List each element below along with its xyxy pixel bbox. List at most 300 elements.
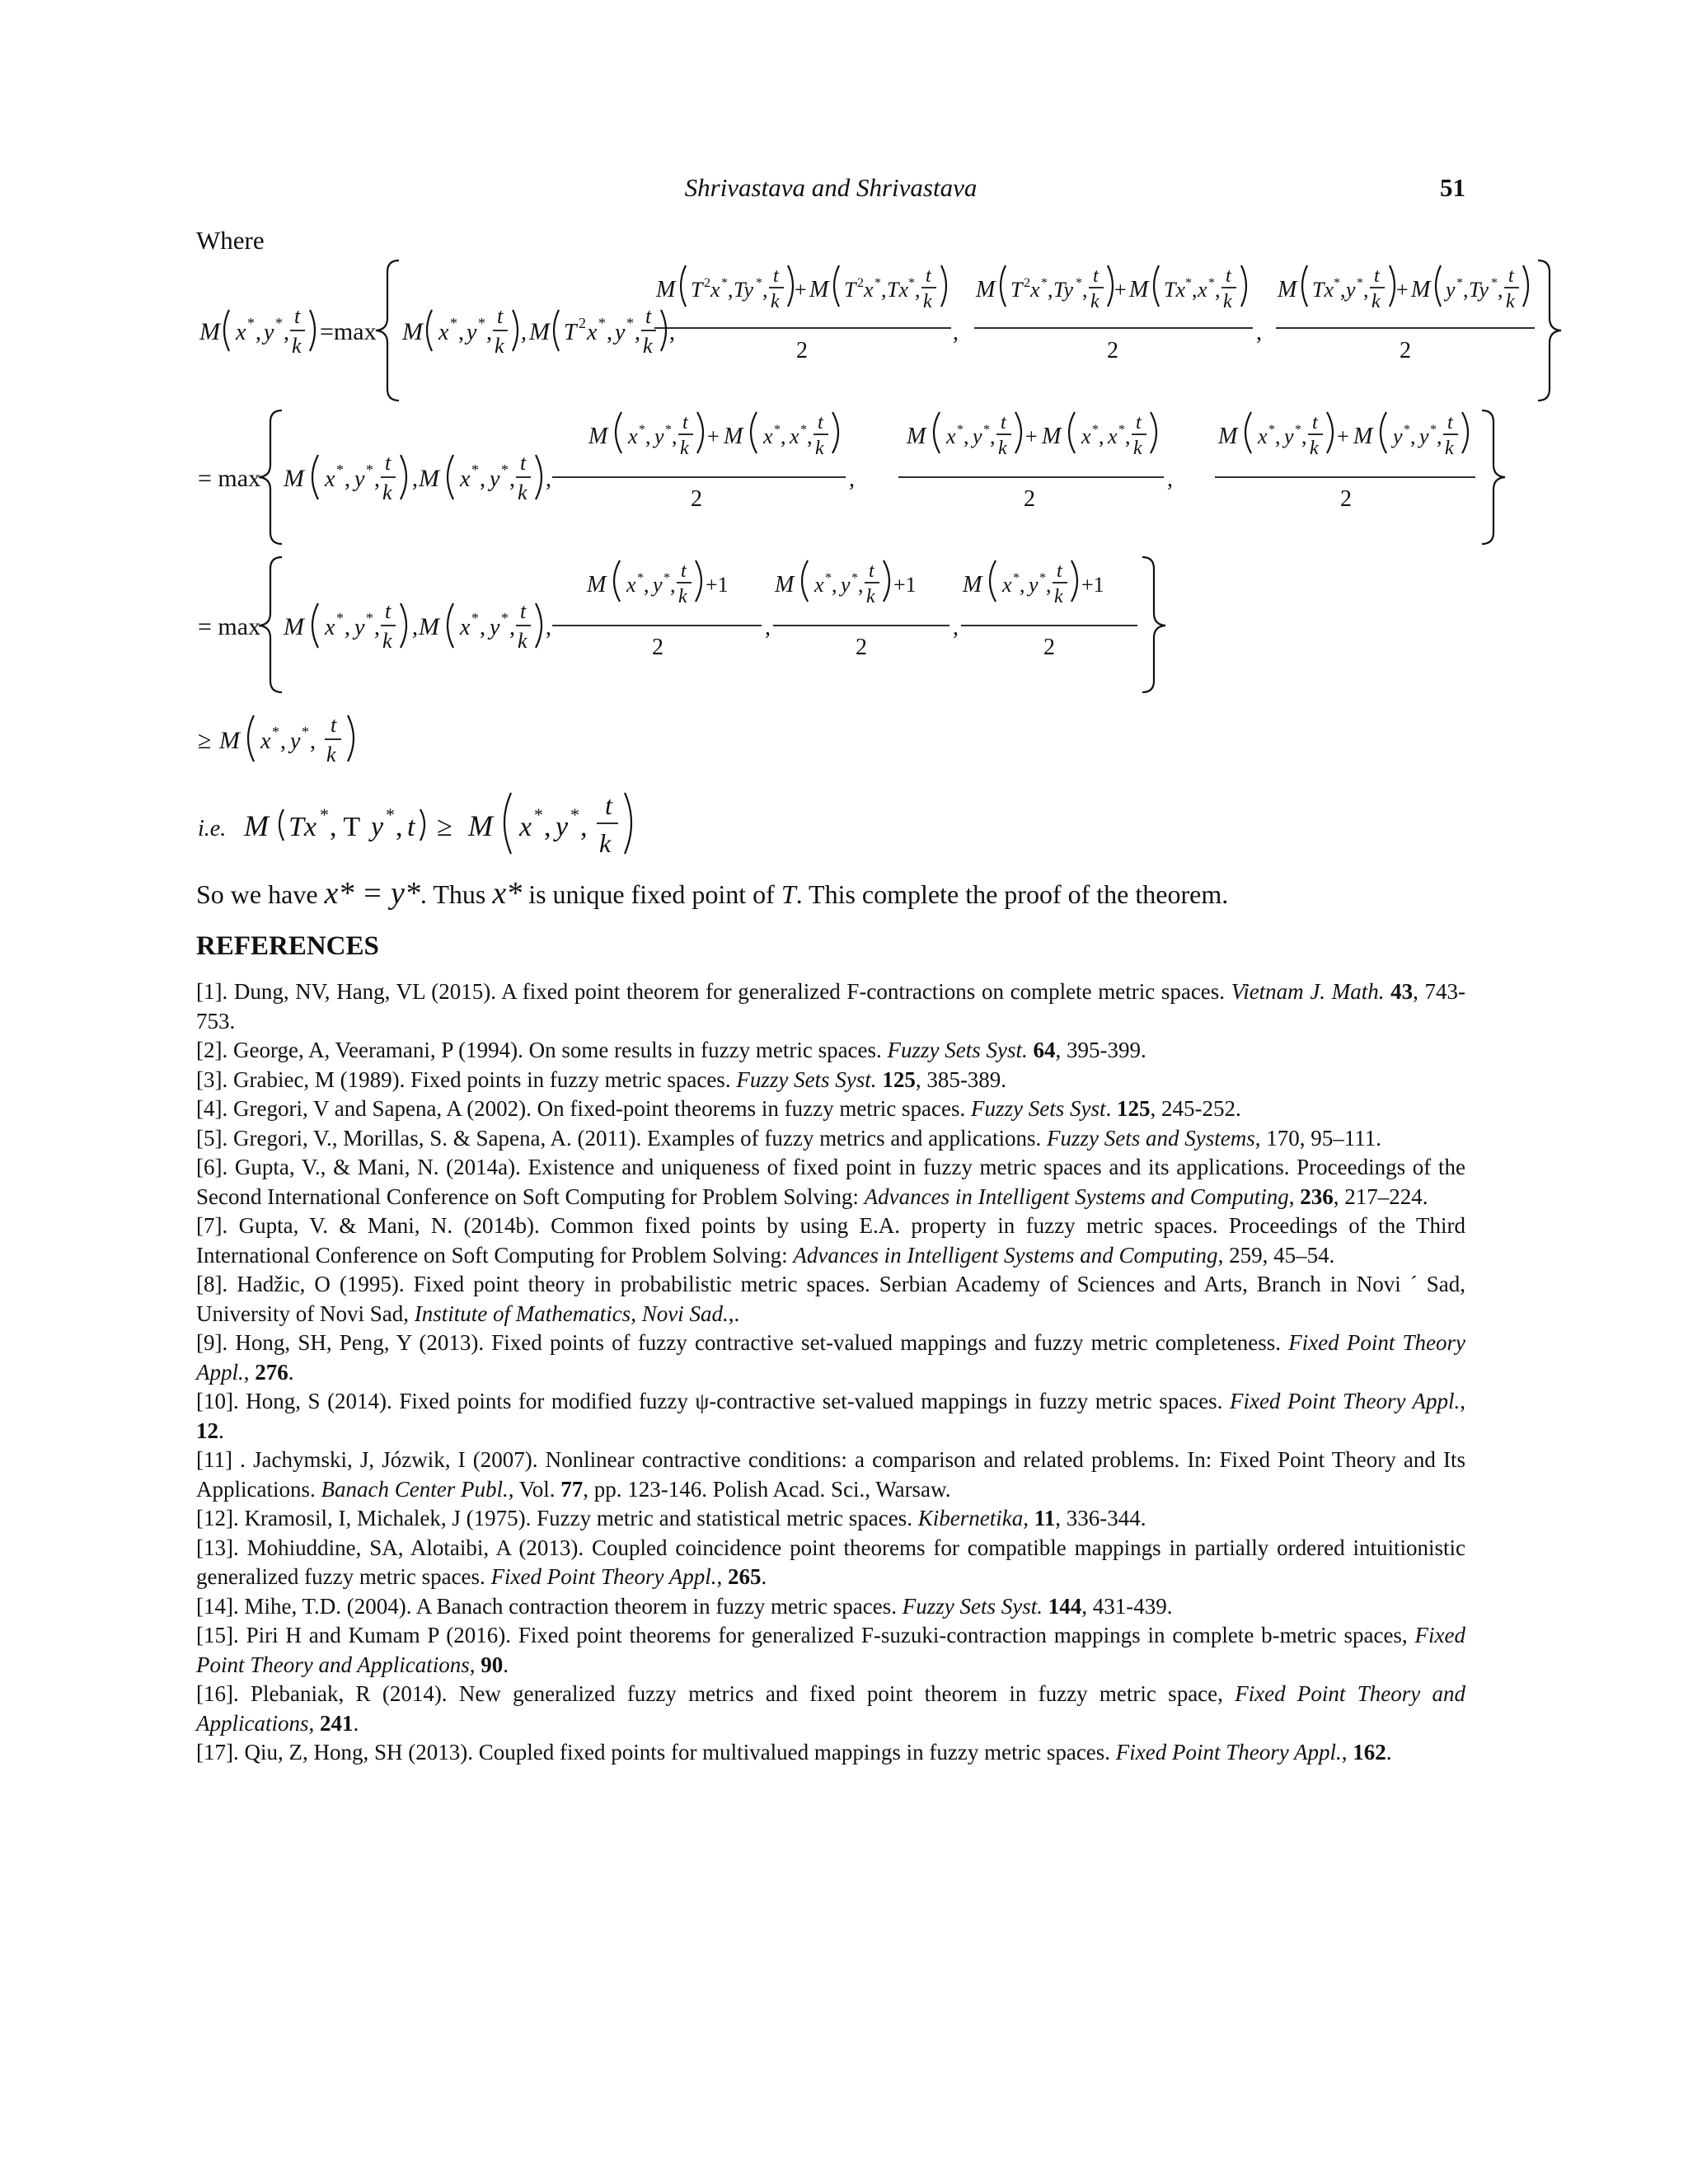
ref-source: Fuzzy Sets Syst (971, 1096, 1106, 1121)
svg-text:y: y (1393, 424, 1403, 448)
svg-text:k: k (1506, 291, 1515, 312)
svg-text:2: 2 (796, 338, 808, 363)
svg-text:Ty: Ty (734, 278, 754, 302)
ref-text: [10]. Hong, S (2014). Fixed points for modified fuzzy ψ-contractive set-valued mappings in fuzzy metric spaces. (196, 1389, 1230, 1413)
equation-line-3 (196, 554, 1573, 696)
ref-text: , (1341, 1740, 1353, 1765)
svg-text:,: , (509, 466, 515, 492)
svg-text:Ty: Ty (1469, 278, 1489, 302)
ref-text: , 395-399. (1055, 1038, 1146, 1062)
svg-text:2: 2 (856, 635, 867, 660)
svg-text:t: t (1312, 412, 1318, 434)
svg-text:t: t (331, 713, 337, 737)
svg-text:M: M (419, 613, 439, 640)
svg-text:t: t (1093, 265, 1099, 287)
ref-volume: 125 (882, 1066, 916, 1092)
svg-text:≥: ≥ (437, 812, 452, 842)
ref-text: . (1105, 1096, 1117, 1121)
svg-text:t: t (869, 560, 874, 582)
svg-text:x: x (763, 424, 773, 448)
svg-text:*: * (1357, 276, 1363, 290)
ref-volume: 11 (1034, 1506, 1056, 1530)
svg-text:,: , (509, 615, 515, 640)
svg-text:k: k (1372, 291, 1381, 312)
reference-item (196, 1534, 1465, 1592)
svg-text:,: , (280, 729, 286, 754)
equation-line-2 (196, 407, 1573, 547)
svg-text:,: , (580, 812, 588, 842)
ref-volume: 77 (560, 1476, 584, 1502)
svg-text:y: y (841, 573, 851, 597)
conclusion-text-1: So we have (196, 879, 318, 909)
svg-text:,: , (1437, 424, 1442, 448)
svg-text:t: t (1447, 412, 1453, 434)
svg-text:x: x (325, 466, 335, 492)
svg-text:Tx: Tx (288, 812, 316, 842)
svg-text:*: * (1430, 423, 1437, 437)
ref-text: [9]. Hong, SH, Peng, Y (2013). Fixed points of fuzzy contractive set-valued mappings and fuzzy metric completeness. (196, 1330, 1289, 1355)
ref-text: , (1288, 1183, 1301, 1209)
svg-text:,: , (480, 466, 485, 492)
svg-text:t: t (497, 304, 504, 328)
svg-text:*: * (1295, 423, 1301, 437)
svg-text:,: , (645, 424, 651, 448)
svg-text:*: * (1185, 276, 1192, 290)
svg-text:T: T (844, 278, 856, 302)
svg-text:x: x (1258, 424, 1268, 448)
ref-source: Fixed Point Theory and Applications, (196, 1681, 1465, 1736)
svg-text:*: * (501, 610, 509, 626)
ref-text: ,. (728, 1301, 740, 1326)
ref-volume: 144 (1048, 1593, 1082, 1619)
svg-text:T: T (691, 278, 703, 302)
ref-text: , 245-252. (1150, 1096, 1241, 1121)
svg-text:,: , (486, 320, 492, 345)
ref-volume: 90 (481, 1652, 504, 1677)
svg-text:*: * (478, 315, 485, 331)
ref-source: Advances in Intelligent Systems and Computing (864, 1183, 1289, 1209)
svg-text:*: * (957, 423, 964, 437)
svg-text:*: * (721, 276, 728, 290)
ref-source: Fixed Point Theory and Applications, (196, 1623, 1465, 1677)
references-heading: REFERENCES (196, 931, 379, 961)
where-label: Where (196, 226, 265, 255)
svg-text:*: * (665, 423, 672, 437)
svg-text:t: t (1374, 265, 1380, 287)
ref-text: [16]. Plebaniak, R (2014). New generalized fuzzy metrics and fixed point theorem in fuzzy metric space, (196, 1681, 1236, 1706)
svg-text:M: M (419, 465, 439, 492)
svg-text:x: x (628, 424, 638, 448)
svg-text:k: k (998, 438, 1007, 459)
ref-text: , 170, 95–111. (1254, 1125, 1382, 1151)
conclusion-math-2: x* (492, 876, 523, 911)
svg-text:,: , (310, 729, 316, 754)
svg-text:,: , (345, 466, 350, 492)
svg-text:*: * (534, 804, 543, 825)
equation-line-4 (196, 705, 1573, 780)
page-number: 51 (1440, 173, 1465, 202)
ref-volume: 236 (1300, 1183, 1334, 1209)
ref-text: [17]. Qiu, Z, Hong, SH (2013). Coupled fixed points for multivalued mappings in fuzzy metric spaces. (196, 1740, 1116, 1765)
svg-text:M: M (402, 318, 423, 345)
svg-text:, T: , T (330, 812, 361, 842)
svg-text:,: , (1167, 466, 1173, 492)
svg-text:x: x (710, 278, 720, 302)
svg-text:x: x (946, 424, 956, 448)
svg-text:M: M (1042, 424, 1062, 449)
ref-text (1029, 1506, 1034, 1530)
svg-text:,: , (807, 424, 813, 448)
svg-text:t: t (818, 412, 823, 434)
svg-text:t: t (1136, 412, 1142, 434)
svg-text:k: k (866, 586, 875, 607)
svg-text:M: M (1218, 424, 1238, 449)
svg-text:2: 2 (652, 635, 663, 660)
ref-source: Fixed Point Theory Appl., (490, 1564, 723, 1589)
ref-text: , 431-439. (1081, 1593, 1173, 1619)
svg-text:y: y (1029, 573, 1039, 597)
ref-source: Fuzzy Sets Syst. (887, 1038, 1028, 1062)
svg-text:*: * (501, 462, 509, 478)
svg-text:,: , (458, 320, 464, 345)
svg-text:k: k (382, 480, 392, 504)
ref-source: Institute of Mathematics, Novi Sad. (414, 1301, 729, 1326)
svg-text:M: M (219, 727, 240, 754)
ref-volume: 276 (255, 1359, 288, 1385)
ref-volume: 162 (1353, 1740, 1386, 1765)
svg-text:t: t (1508, 265, 1514, 287)
svg-text:y: y (1446, 278, 1456, 302)
svg-text:+: + (1337, 424, 1349, 448)
ref-text: [12]. Kramosil, I, Michalek, J (1975). Fuzzy metric and statistical metric spaces. (196, 1506, 918, 1530)
svg-text:y: y (1419, 424, 1429, 448)
ref-text: , 217–224. (1333, 1183, 1428, 1209)
svg-text:,: , (1046, 573, 1052, 597)
svg-text:*: * (1268, 423, 1275, 437)
ref-source: Fixed Point Theory Appl. (1115, 1740, 1342, 1765)
svg-text:y: y (1346, 278, 1356, 302)
svg-text:x: x (1081, 424, 1091, 448)
svg-text:k: k (599, 828, 612, 858)
ref-text: . (1386, 1740, 1392, 1765)
svg-text:,: , (1020, 573, 1025, 597)
svg-text:+: + (1114, 278, 1127, 302)
svg-text:*: * (275, 315, 283, 331)
ref-text: [15]. Piri H and Kumam P (2016). Fixed point theorems for generalized F-suzuki-contraction mappings in complete b-metric spaces, (196, 1623, 1415, 1647)
ref-text (314, 1711, 320, 1736)
reference-item (196, 1387, 1465, 1446)
reference-item (196, 1738, 1465, 1768)
svg-text:*: * (1013, 571, 1020, 585)
reference-item (196, 1124, 1465, 1154)
ref-text: . (353, 1710, 359, 1736)
svg-text:*: * (1039, 571, 1046, 585)
svg-text:,: , (728, 278, 734, 302)
svg-text:,: , (546, 615, 551, 640)
ref-text: [4]. Gregori, V and Sapena, A (2002). On fixed-point theorems in fuzzy metric spaces. (196, 1096, 972, 1121)
svg-text:,: , (521, 320, 527, 345)
svg-text:*: * (756, 276, 762, 290)
svg-text:,: , (915, 278, 921, 302)
svg-text:M: M (284, 465, 304, 492)
svg-text:k: k (326, 743, 336, 766)
svg-text:*: * (1118, 423, 1125, 437)
svg-text:M: M (588, 424, 608, 449)
svg-text:x: x (814, 573, 824, 597)
svg-text:*: * (1076, 276, 1082, 290)
svg-text:M: M (1353, 424, 1373, 449)
svg-text:,: , (412, 615, 418, 640)
svg-text:,: , (832, 573, 837, 597)
svg-text:,: , (881, 278, 887, 302)
svg-text:= max: = max (198, 465, 261, 492)
ref-text: [11] . Jachymski, J, Józwik, I (2007). Nonlinear contractive conditions: a comparison and related problems. In: Fixed Point Theory and Its Applications. (196, 1447, 1465, 1502)
reference-item (196, 977, 1465, 1036)
ref-text: [6]. Gupta, V., & Mani, N. (2014a). Existence and uniqueness of fixed point in fuzzy metric spaces and its applications. Proceedings of the Second International Conference on Soft Computing for Problem Solving: (196, 1155, 1465, 1209)
svg-text:*: * (663, 571, 670, 585)
svg-text:T: T (1010, 278, 1023, 302)
svg-text:,: , (669, 320, 675, 345)
svg-text:y: y (354, 615, 365, 640)
svg-text:M: M (468, 809, 493, 842)
svg-text:x: x (460, 466, 471, 492)
svg-text:Tx: Tx (887, 278, 908, 302)
svg-text:y: y (653, 573, 663, 597)
svg-text:,: , (858, 573, 864, 597)
conclusion-text-3: is unique fixed point of (528, 879, 775, 909)
svg-text:,: , (672, 424, 678, 448)
ref-text: , (243, 1359, 256, 1385)
svg-text:y: y (290, 729, 301, 754)
running-head: Shrivastava and Shrivastava (684, 173, 978, 202)
svg-text:*: * (570, 804, 579, 825)
page-header (196, 173, 1465, 209)
svg-text:2: 2 (579, 315, 586, 331)
svg-text:,: , (1340, 278, 1346, 302)
svg-text:y: y (1284, 424, 1294, 448)
conclusion-sentence (196, 875, 1228, 912)
svg-text:*: * (471, 462, 479, 478)
reference-item (196, 1066, 1465, 1095)
conclusion-math-1: x* = y* (324, 876, 420, 911)
svg-text:k: k (1054, 586, 1063, 607)
svg-text:t: t (407, 812, 415, 842)
svg-text:*: * (637, 571, 644, 585)
svg-text:M: M (529, 318, 550, 345)
svg-text:t: t (294, 304, 301, 328)
svg-text:t: t (520, 451, 527, 475)
svg-text:Tx: Tx (1164, 278, 1185, 302)
svg-text:k: k (382, 629, 392, 653)
ref-text: , 259, 45–54. (1217, 1242, 1335, 1268)
svg-text:M: M (907, 424, 926, 449)
svg-text:x: x (1030, 278, 1040, 302)
svg-text:*: * (1208, 276, 1215, 290)
ref-text: . (761, 1564, 767, 1589)
svg-text:,: , (670, 573, 676, 597)
svg-text:*: * (626, 315, 634, 331)
svg-text:x: x (864, 278, 874, 302)
ref-source: Kibernetika, (917, 1506, 1029, 1530)
ref-text: [14]. Mihe, T.D. (2004). A Banach contraction theorem in fuzzy metric spaces. (196, 1593, 903, 1619)
svg-text:*: * (336, 610, 344, 626)
svg-text:,: , (1125, 424, 1131, 448)
svg-text:Tx: Tx (1312, 278, 1334, 302)
svg-text:x: x (1108, 424, 1118, 448)
svg-text:t: t (385, 451, 392, 475)
svg-text:y: y (615, 320, 626, 345)
ref-text: , pp. 123-146. Polish Acad. Sci., Warsaw. (583, 1476, 951, 1502)
svg-text:,: , (1099, 424, 1104, 448)
ref-source: Advances in Intelligent Systems and Computing (793, 1242, 1218, 1268)
svg-text:k: k (680, 438, 689, 459)
svg-text:M: M (587, 572, 607, 598)
svg-text:,: , (396, 812, 403, 842)
svg-text:,: , (345, 615, 350, 640)
svg-text:*: * (471, 610, 479, 626)
svg-text:*: * (639, 423, 645, 437)
svg-text:t: t (926, 265, 931, 287)
svg-text:2: 2 (1400, 338, 1411, 363)
ref-text: . (288, 1359, 294, 1385)
svg-text:,: , (1256, 320, 1262, 345)
svg-text:k: k (495, 334, 504, 358)
ref-text: , 385-389. (915, 1066, 1007, 1092)
ref-volume: 64 (1033, 1038, 1056, 1062)
equation-line-1 (196, 255, 1573, 404)
ref-text: [1]. Dung, NV, Hang, VL (2015). A fixed point theorem for generalized F-contractions on complete metric spaces. (196, 979, 1231, 1004)
svg-text:2: 2 (1340, 486, 1352, 512)
svg-text:2: 2 (691, 486, 702, 512)
svg-text:2: 2 (1024, 486, 1035, 512)
svg-text:,: , (607, 320, 612, 345)
svg-text:,: , (256, 320, 261, 345)
svg-text:2: 2 (704, 276, 710, 290)
svg-text:t: t (605, 790, 612, 820)
svg-text:*: * (874, 276, 881, 290)
svg-text:*: * (320, 804, 329, 825)
svg-text:+: + (1025, 424, 1038, 448)
svg-text:+: + (1396, 278, 1409, 302)
svg-text:*: * (1491, 276, 1498, 290)
svg-text:*: * (272, 724, 279, 740)
reference-item (196, 1621, 1465, 1680)
reference-item (196, 1446, 1465, 1504)
ref-volume: 265 (728, 1564, 762, 1589)
svg-text:,: , (1410, 424, 1416, 448)
svg-text:,: , (765, 615, 771, 640)
svg-text:+: + (795, 278, 807, 302)
ref-volume: 241 (320, 1710, 354, 1736)
conclusion-text-4: . This complete the proof of the theorem. (795, 879, 1229, 909)
reference-item (196, 1270, 1465, 1329)
svg-text:2: 2 (857, 276, 864, 290)
svg-text:M: M (244, 809, 269, 842)
svg-text:2: 2 (1043, 635, 1055, 660)
ref-volume: 12 (196, 1418, 218, 1443)
svg-text:y: y (973, 424, 982, 448)
svg-text:t: t (645, 304, 652, 328)
svg-text:k: k (815, 438, 824, 459)
svg-text:,: , (544, 812, 551, 842)
svg-text:*: * (366, 462, 373, 478)
svg-text:*: * (366, 610, 373, 626)
svg-text:t: t (773, 265, 779, 287)
ref-text: [8]. Hadžic, O (1995). Fixed point theory in probabilistic metric spaces. Serbian Academy of Sciences and Arts, Branch in Novi ´ Sad, University of Novi Sad, (196, 1272, 1465, 1326)
ref-source: Fuzzy Sets Syst. (902, 1593, 1043, 1619)
ref-text: [5]. Gregori, V., Morillas, S. & Sapena, A. (2011). Examples of fuzzy metrics and applications. (196, 1125, 1048, 1151)
svg-text:x: x (325, 615, 335, 640)
svg-text:k: k (1445, 438, 1454, 459)
svg-text:2: 2 (1107, 338, 1118, 363)
ref-text: Vol. (513, 1476, 561, 1502)
svg-text:,: , (953, 320, 959, 345)
ref-source: Banach Center Publ., (321, 1476, 514, 1502)
reference-item (196, 1036, 1465, 1066)
svg-text:,: , (781, 424, 786, 448)
ref-source: Fuzzy Sets and Systems (1047, 1125, 1255, 1151)
svg-text:k: k (643, 334, 653, 358)
svg-text:,: , (964, 424, 969, 448)
svg-text:,: , (546, 466, 551, 492)
svg-text:M: M (724, 424, 743, 449)
svg-text:,: , (635, 320, 640, 345)
svg-text:M: M (199, 318, 220, 345)
svg-text:y: y (556, 812, 569, 842)
svg-text:,: , (284, 320, 289, 345)
svg-text:k: k (1223, 291, 1232, 312)
ref-source: Fixed Point Theory Appl. (196, 1330, 1465, 1385)
conclusion-text-2: . Thus (420, 879, 486, 909)
svg-text:=max: =max (320, 318, 377, 345)
svg-text:M: M (284, 613, 304, 640)
conclusion-map-name: T (781, 879, 796, 909)
svg-text:t: t (520, 599, 527, 623)
svg-text:= max: = max (198, 613, 261, 640)
svg-text:*: * (336, 462, 344, 478)
svg-text:k: k (923, 291, 932, 312)
ref-source: Vietnam J. Math. (1231, 979, 1385, 1004)
ref-text: [2]. George, A, Veeramani, P (1994). On some results in fuzzy metric spaces. (196, 1038, 888, 1062)
svg-text:t: t (385, 599, 392, 623)
ref-text (1028, 1038, 1034, 1062)
svg-text:x: x (236, 320, 246, 345)
svg-text:,: , (1463, 278, 1469, 302)
ref-source: Fuzzy Sets Syst. (736, 1066, 877, 1092)
svg-text:t: t (1226, 265, 1231, 287)
svg-text:*: * (1334, 276, 1340, 290)
svg-text:,: , (1082, 278, 1088, 302)
svg-text:,: , (1275, 424, 1281, 448)
svg-text:k: k (1133, 438, 1142, 459)
svg-text:*: * (247, 315, 255, 331)
reference-item (196, 1094, 1465, 1124)
svg-text:M: M (1411, 277, 1431, 302)
reference-item (196, 1504, 1465, 1534)
svg-text:,: , (1192, 278, 1198, 302)
svg-text:x: x (1002, 573, 1012, 597)
svg-text:x: x (1198, 278, 1207, 302)
svg-text:≥: ≥ (198, 727, 212, 754)
svg-text:M: M (963, 572, 982, 598)
svg-text:*: * (1456, 276, 1463, 290)
svg-text:,: , (1363, 278, 1369, 302)
reference-item (196, 1329, 1465, 1387)
svg-text:k: k (678, 586, 687, 607)
ref-source: Fixed Point Theory Appl. (1229, 1389, 1461, 1413)
svg-text:x: x (460, 615, 471, 640)
svg-text:*: * (598, 315, 606, 331)
